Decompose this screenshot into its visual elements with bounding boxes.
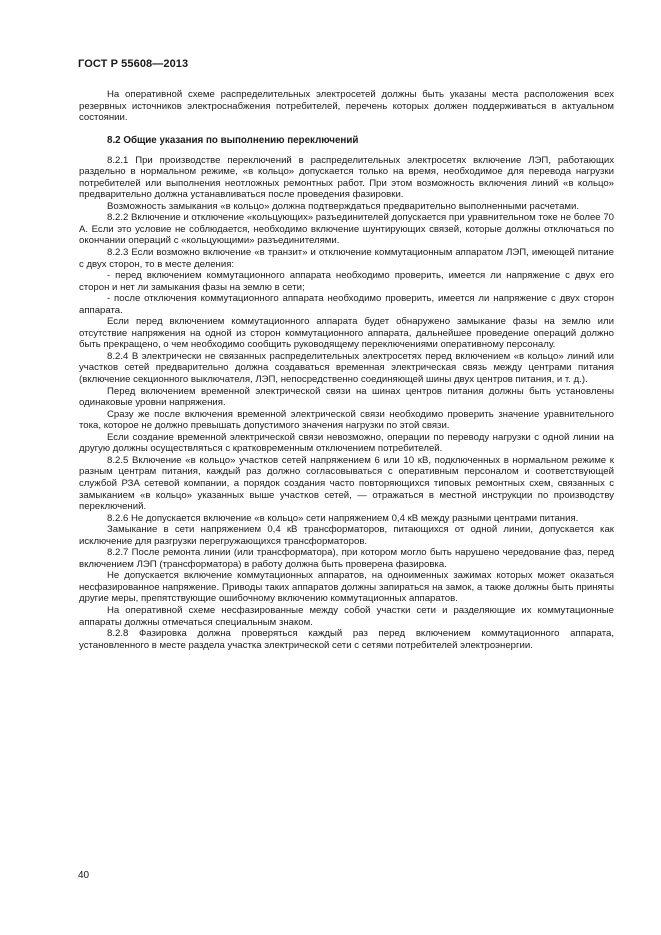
paragraph: 8.2.2 Включение и отключение «кольцующих» разъединителей допускается при уравнительном токе не более 70 А. Если это условие не соблюдается, необходимо включение шунтирующих связей, которые должны отключаться по окончании операций с «кольцующими» разъединителями.: [79, 212, 614, 247]
paragraph: Перед включением временной электрической связи на шинах центров питания должны быть установлены одинаковые уровни напряжения.: [79, 385, 614, 409]
section-heading: 8.2 Общие указания по выполнению переключений: [107, 134, 359, 146]
paragraph: Сразу же после включения временной электрической связи необходимо проверить значение уравнительного тока, которое не должно превышать допустимого значения нагрузки по этой связи.: [79, 408, 614, 432]
paragraph: 8.2.3 Если возможно включение «в транзит» и отключение коммутационным аппаратом ЛЭП, имеющей питание с двух сторон, то в месте деления:: [79, 247, 614, 270]
paragraph: 8.2.1 При производстве переключений в распределительных электросетях включение ЛЭП, работающих раздельно в нормальном режиме, «в кольцо» допускается только на время, необходимое для перевода нагрузки потребителей или выполнения неотложных ремонтных работ. При этом возможность включения линий «в кольцо» предварительно должна устанавливаться после проведения фазировки.: [79, 154, 614, 201]
paragraph: Если создание временной электрической связи невозможно, операции по переводу нагрузки с одной линии на другую должны осуществляться с кратковременным отключением потребителей.: [79, 431, 614, 455]
paragraph: 8.2.6 Не допускается включение «в кольцо» сети напряжением 0,4 кВ между разными центрами питания.: [107, 512, 579, 524]
paragraph: 8.2.4 В электрически не связанных распределительных электросетях перед включением «в кольцо» линий или участков сетей предварительно должна создаваться временная электрическая связь между центрами питания (включение секционного выключателя, ЛЭП, непосредственно соединяющей шины двух центров питания, и т. д.).: [79, 350, 614, 386]
paragraph: Возможность замыкания «в кольцо» должна подтверждаться предварительно выполненными расчетами.: [107, 200, 580, 212]
list-item: - перед включением коммутационного аппарата необходимо проверить, имеется ли напряжение с двух его сторон и нет ли замыкания фазы на землю в сети;: [79, 270, 614, 293]
paragraph: Не допускается включение коммутационных аппаратов, на одноименных зажимах которых может оказаться несфазированное напряжение. Приводы таких аппаратов должны запираться на замок, а также должны быть приняты другие меры, препятствующие ошибочному включению коммутационных аппаратов.: [79, 570, 614, 605]
list-item: - после отключения коммутационного аппарата необходимо проверить, имеется ли напряжение с двух сторон аппарата.: [79, 293, 614, 316]
paragraph: 8.2.5 Включение «в кольцо» участков сетей напряжением 6 или 10 кВ, подключенных в нормальном режиме к разным центрам питания, каждый раз должно согласовываться с оперативным персоналом и соответствующей службой РЗА сетевой компании, а порядок создания часто повторяющихся типовых ремонтных схем, связанных с замыканием «в кольцо» указанных выше участков сетей, — отражаться в местной инструкции по производству переключений.: [79, 454, 614, 513]
paragraph: Если перед включением коммутационного аппарата будет обнаружено замыкание фазы на землю или отсутствие напряжения на одной из сторон коммутационного аппарата, дальнейшее проведение операций должно быть прекращено, о чем необходимо сообщить руководящему переключениями оперативному персоналу.: [79, 316, 614, 351]
paragraph: На оперативной схеме несфазированные между собой участки сети и разделяющие их коммутационные аппараты должны отмечаться специальным знаком.: [79, 604, 614, 628]
document-body: [79, 89, 614, 651]
page-number: 40: [78, 870, 90, 881]
standard-header: ГОСТ Р 55608—2013: [78, 58, 189, 70]
paragraph: 8.2.7 После ремонта линии (или трансформатора), при котором могло быть нарушено чередование фаз, перед включением ЛЭП (трансформатора) в работу должна быть проверена фазировка.: [79, 547, 614, 570]
paragraph: Замыкание в сети напряжением 0,4 кВ трансформаторов, питающихся от одной линии, допускается как исключение для разгрузки перегружающихся трансформаторов.: [79, 524, 614, 547]
intro-paragraph: На оперативной схеме распределительных электросетей должны быть указаны места расположения всех резервных источников электроснабжения потребителей, перечень которых должен поддерживаться в актуальном состоянии.: [79, 89, 614, 124]
paragraph: 8.2.8 Фазировка должна проверяться каждый раз перед включением коммутационного аппарата, установленного в месте раздела участка электрической сети с сетями потребителей электроэнергии.: [79, 628, 614, 651]
